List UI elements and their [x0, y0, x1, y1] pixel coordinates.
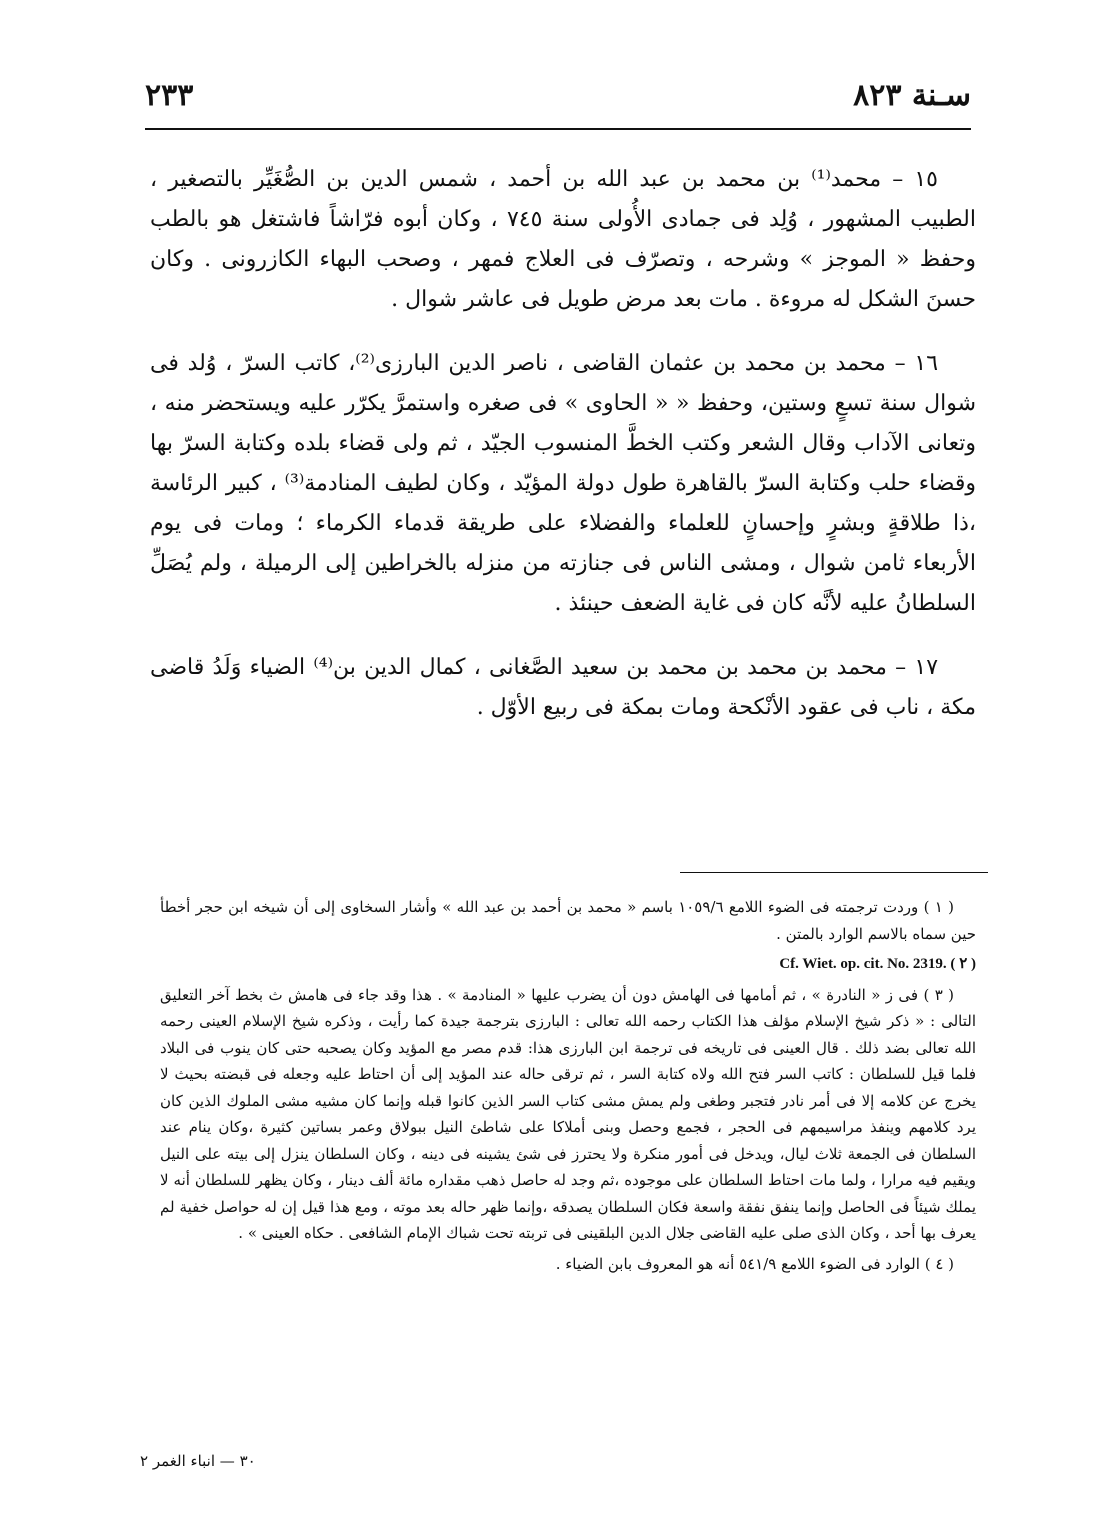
signature-mark: ٣٠ — انباء الغمر ٢ [140, 1452, 256, 1470]
entry-15: ١٥ – محمد⁽¹⁾ بن محمد بن عبد الله بن أحمد ، شمس الدين بن الصُّغَيِّر بالتصغير ، الطبيب المشهور ، وُلِد فى جمادى الأُولى سنة ٧٤٥ ، وكان أبوه فرّاشاً فاشتغل هو بالطب وحفظ « الموجز » وشرحه ، وتصرّف فى العلاج فمهر ، وصحب البهاء الكازرونى . وكان حسنَ الشكل له مروءة . مات بعد مرض طويل فى عاشر شوال . [150, 167, 976, 312]
footnote-3: ( ٣ ) فى ز « النادرة » ، ثم أمامها فى الهامش دون أن يضرب عليها « المنادمة » . هذا وقد جاء فى هامش ث بخط آخر التعليق التالى : « ذكر شيخ الإسلام مؤلف هذا الكتاب رحمه الله تعالى : البارزى بترجمة جيدة كما رأيت ، وذكره شيخ الإسلام العينى رحمه الله تعالى بضد ذلك . قال العينى فى تاريخه فى ترجمة ابن البارزى هذا: قدم مصر مع المؤيد وكان يصحبه حتى كان ينوب فى البلاد فلما قيل للسلطان : كاتب السر فتح الله ولاه كتابة السر ، ثم ترقى حاله عند المؤيد إلى أن احتاط عليه وجعله فى قبضته بحيث لا يخرج عن كلامه إلا فى أمر نادر فتجبر وطغى ولم يمش مشى كتاب السر الذين كانوا قبله وإنما كان مشيه مشى الملوك الذين كان يرد كلامهم وينفذ مراسيمهم فى الحجر ، فجمع وحصل وبنى أملاكا على شاطئ النيل ببولاق وعمر بساتين كثيرة ،وكان ينام عند السلطان فى الجمعة ثلاث ليال، ويدخل فى أمور منكرة ولا يحترز فى شئ يشينه فى دينه ، وكان السلطان ينزل إلى بيته على النيل ويقيم فيه مرارا ، ولما مات احتاط السلطان على موجوده ،ثم وجد له حاصل ذهب مقداره مائة ألف دينار ، وكان يظهر للسلطان أنه لا يملك شيئاً فى الحاصل وإنما ينفق نفقة واسعة فكان السلطان يصدقه ،وإنما ظهر حاله بعد موته ، ومع هذا قيل إن له حواصل خفية لم يعرف بها أحد ، وكان الذى صلى عليه القاضى جلال الدين البلقينى فى تربته تحت شباك الإمام الشافعى . حكاه العينى » . [160, 985, 976, 1242]
page-number: ٢٣٣ [145, 78, 194, 113]
main-text [150, 160, 976, 752]
footnote-1: ( ١ ) وردت ترجمته فى الضوء اللامع ١٠٥٩/٦ باسم « محمد بن أحمد بن عبد الله » وأشار السخاوى إلى أن شيخه ابن حجر أخطأ حين سماه بالاسم الوارد بالمتن . [160, 898, 976, 943]
footnotes [160, 894, 976, 1281]
footnote-rule [680, 872, 988, 873]
footnote-4: ( ٤ ) الوارد فى الضوء اللامع ٥٤١/٩ أنه هو المعروف بابن الضياء . [555, 1254, 954, 1273]
entry-16: ١٦ – محمد بن محمد بن عثمان القاضى ، ناصر الدين البارزى⁽²⁾، كاتب السرّ ، وُلد فى شوال سنة تسعٍ وستين، وحفظ « « الحاوى » فى صغره واستمرَّ يكرّر عليه ويستحضر منه ، وتعانى الآداب وقال الشعر وكتب الخطَّ المنسوب الجيّد ، ثم ولى قضاء بلده وكتابة السرّ بها وقضاء حلب وكتابة السرّ بالقاهرة طول دولة المؤيّد ، وكان لطيف المنادمة⁽³⁾ ، كبير الرئاسة ،ذا طلاقةٍ وبشرٍ وإحسانٍ للعلماء والفضلاء على طريقة قدماء الكرماء ؛ ومات فى يوم الأربعاء ثامن شوال ، ومشى الناس فى جنازته من منزله بالخراطين إلى الرميلة ، ولم يُصَلِّ السلطانُ عليه لأنَّه كان فى غاية الضعف حينئذ . [150, 351, 976, 616]
entry-17: ١٧ – محمد بن محمد بن محمد بن سعيد الصَّغانى ، كمال الدين بن⁽⁴⁾ الضياء وَلَدُ قاضى مكة ، ناب فى عقود الأنْكحة ومات بمكة فى ربيع الأوّل . [150, 655, 976, 720]
header-rule [145, 128, 971, 130]
running-head-year: سـنة ٨٢٣ [853, 78, 971, 113]
page-header [145, 78, 971, 120]
footnote-2: Cf. Wiet. op. cit. No. 2319. ( ٢ ) [779, 956, 976, 972]
